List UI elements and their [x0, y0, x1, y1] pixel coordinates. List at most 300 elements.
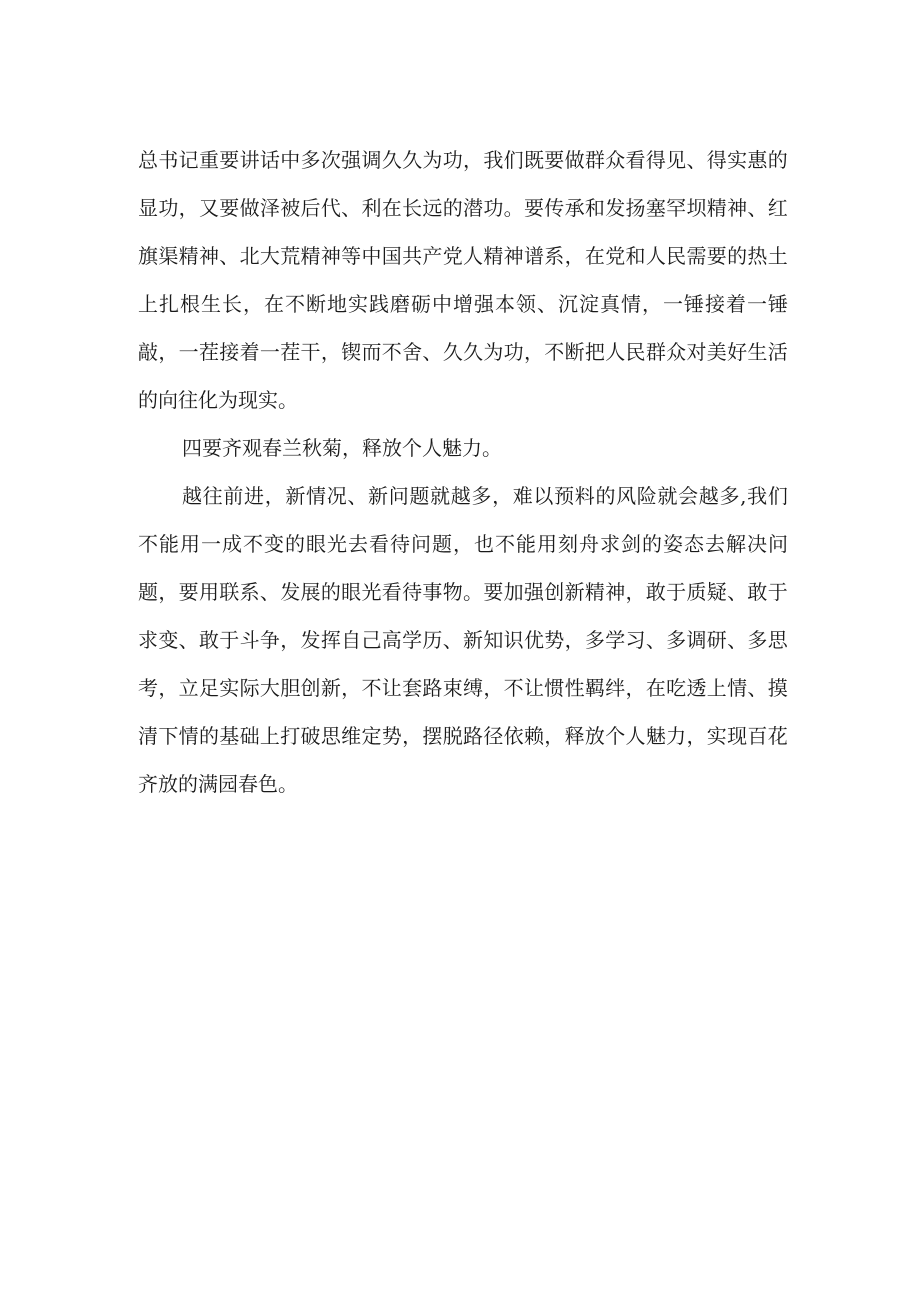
char: 总	[138, 148, 158, 172]
char: 、	[219, 244, 240, 268]
char: 决	[747, 532, 767, 556]
char: 神	[503, 244, 524, 268]
char: 于	[767, 580, 788, 604]
text-line	[138, 520, 788, 568]
char: 新	[463, 628, 483, 652]
text-line	[138, 616, 788, 664]
char: ，	[402, 724, 423, 748]
char: 争	[259, 628, 280, 652]
char: 敢	[198, 628, 219, 652]
char: 书	[158, 148, 179, 172]
char: 去	[705, 532, 725, 556]
char: 神	[320, 244, 341, 268]
char: 泽	[259, 196, 280, 220]
char: ,	[740, 484, 747, 508]
char: 地	[327, 292, 347, 316]
char: 久	[463, 340, 483, 364]
char: 际	[239, 676, 260, 700]
char: 物	[442, 580, 463, 604]
char: 得	[706, 148, 727, 172]
char: 现	[727, 724, 748, 748]
char: 一	[259, 340, 280, 364]
char: 多	[471, 484, 492, 508]
char: 显	[138, 196, 158, 220]
char: 新	[564, 580, 585, 604]
char: 承	[564, 196, 585, 220]
char: 要	[219, 196, 240, 220]
char: ，	[642, 292, 662, 316]
char: ，	[453, 532, 473, 556]
char: 把	[584, 340, 605, 364]
char: 众	[605, 148, 626, 172]
char: 不	[138, 532, 158, 556]
char: 锤	[684, 292, 704, 316]
char: ，	[523, 340, 544, 364]
char: 在	[645, 676, 666, 700]
char: 新	[285, 484, 306, 508]
char: 定	[361, 724, 382, 748]
char: 眼	[306, 532, 326, 556]
char: 挥	[320, 628, 341, 652]
char: 要	[706, 244, 727, 268]
char: 足	[198, 676, 219, 700]
text-line	[138, 280, 788, 328]
char: 等	[341, 244, 362, 268]
char: 学	[402, 628, 423, 652]
char: 求	[138, 628, 158, 652]
char: 能	[159, 532, 179, 556]
char: 对	[686, 340, 707, 364]
char: 党	[442, 244, 463, 268]
char: 不	[361, 676, 382, 700]
char: 料	[574, 484, 595, 508]
char: 越	[450, 484, 471, 508]
char: 光	[327, 532, 347, 556]
char: 又	[198, 196, 219, 220]
char: 淀	[579, 292, 599, 316]
char: 谱	[523, 244, 544, 268]
char: 要	[523, 196, 544, 220]
char: 上	[138, 292, 158, 316]
char: 赖	[523, 724, 544, 748]
char: 做	[239, 196, 260, 220]
char: 实	[706, 724, 727, 748]
char: 荒	[280, 244, 301, 268]
char: 系	[239, 580, 260, 604]
char: 人	[645, 244, 666, 268]
char: 破	[300, 724, 321, 748]
char: 新	[368, 484, 389, 508]
char: 、	[747, 676, 768, 700]
char: 强	[474, 292, 494, 316]
char: 预	[554, 484, 575, 508]
char: 依	[503, 724, 524, 748]
char: 能	[516, 532, 536, 556]
char: 在	[264, 292, 284, 316]
char: 讲	[239, 148, 260, 172]
char: 需	[686, 244, 707, 268]
char: 接	[705, 292, 725, 316]
char: 态	[684, 532, 704, 556]
section-heading: 四要齐观春兰秋菊，释放个人魅力。	[182, 436, 502, 460]
char: 功	[483, 196, 504, 220]
char: 风	[616, 484, 637, 508]
char: 、	[645, 628, 666, 652]
char: 思	[767, 628, 788, 652]
char: 调	[361, 148, 382, 172]
char: 性	[564, 676, 585, 700]
char: 次	[320, 148, 341, 172]
char: 让	[523, 676, 544, 700]
char: 后	[300, 196, 321, 220]
char: 基	[219, 724, 240, 748]
char: 活	[767, 340, 788, 364]
char: 斗	[239, 628, 260, 652]
char: 径	[483, 724, 504, 748]
char: 记	[178, 148, 199, 172]
char: 维	[341, 724, 362, 748]
char: 实	[219, 676, 240, 700]
char: 功	[158, 196, 179, 220]
char: 红	[767, 196, 788, 220]
char: 历	[422, 628, 443, 652]
char: 不	[495, 532, 515, 556]
char: 敢	[645, 580, 666, 604]
char: 问	[411, 532, 431, 556]
char: 我	[747, 484, 768, 508]
char: 势	[544, 628, 565, 652]
char: 姿	[663, 532, 683, 556]
char: 思	[320, 724, 341, 748]
char: 热	[747, 244, 768, 268]
char: 光	[361, 580, 382, 604]
char: 得	[645, 148, 666, 172]
char: ，	[280, 628, 301, 652]
char: 扎	[159, 292, 179, 316]
text-line	[138, 568, 788, 616]
char: 精	[584, 580, 605, 604]
char: 用	[537, 532, 557, 556]
char: 多	[719, 484, 740, 508]
char: 的	[727, 244, 748, 268]
char: 一	[747, 292, 767, 316]
char: 题	[138, 580, 158, 604]
char: 大	[259, 244, 280, 268]
char: 本	[495, 292, 515, 316]
char: 茬	[198, 340, 219, 364]
char: ，	[544, 724, 565, 748]
char: ，	[686, 724, 707, 748]
char: 我	[483, 148, 504, 172]
char: 。	[503, 196, 524, 220]
char: ，	[158, 580, 179, 604]
char: 北	[239, 244, 260, 268]
char: 创	[300, 676, 321, 700]
char: 调	[686, 628, 707, 652]
char: 的	[442, 196, 463, 220]
char: 党	[605, 244, 626, 268]
char: 个	[605, 724, 626, 748]
char: 见	[666, 148, 687, 172]
char: 变	[264, 532, 284, 556]
char: ，	[341, 676, 362, 700]
char: 问	[768, 532, 788, 556]
char: 传	[544, 196, 565, 220]
char: 群	[584, 148, 605, 172]
char: 神	[198, 244, 219, 268]
char: 多	[584, 628, 605, 652]
char: 要	[219, 148, 240, 172]
char: 磨	[390, 292, 410, 316]
char: 羁	[584, 676, 605, 700]
char: 发	[280, 580, 301, 604]
char: 人	[463, 244, 483, 268]
text-line	[138, 136, 788, 184]
char: 神	[605, 580, 626, 604]
char: 事	[422, 580, 443, 604]
char: 精	[300, 244, 321, 268]
char: 联	[219, 580, 240, 604]
char: ，	[178, 196, 199, 220]
char: 民	[666, 244, 687, 268]
char: 摸	[767, 676, 788, 700]
char: 摆	[422, 724, 443, 748]
char: 强	[341, 148, 362, 172]
char: 魅	[645, 724, 666, 748]
char: 生	[747, 340, 768, 364]
char: 锲	[341, 340, 362, 364]
char: 践	[369, 292, 389, 316]
char: 就	[430, 484, 451, 508]
char: ，	[320, 340, 341, 364]
char: 锤	[768, 292, 788, 316]
char: 美	[706, 340, 727, 364]
text-line	[138, 232, 788, 280]
char: 情	[178, 724, 199, 748]
char: 眼	[341, 580, 362, 604]
text-line	[138, 664, 788, 712]
char: 大	[259, 676, 280, 700]
char: 路	[463, 724, 483, 748]
char: 用	[180, 532, 200, 556]
char: 势	[381, 724, 402, 748]
char: ，	[264, 484, 285, 508]
char: 成	[222, 532, 242, 556]
char: 力	[666, 724, 687, 748]
char: 塞	[645, 196, 666, 220]
char: 实	[727, 148, 748, 172]
char: ，	[625, 580, 646, 604]
char: 沉	[558, 292, 578, 316]
char: 和	[625, 244, 646, 268]
char: 代	[320, 196, 341, 220]
char: 敢	[747, 580, 768, 604]
char: 为	[483, 340, 504, 364]
char: 不	[285, 292, 305, 316]
char: 茬	[280, 340, 301, 364]
char: 中	[432, 292, 452, 316]
text-line	[138, 328, 788, 376]
char: 被	[280, 196, 301, 220]
char: 断	[306, 292, 326, 316]
char: 干	[300, 340, 321, 364]
char: 而	[361, 340, 382, 364]
char: 领	[516, 292, 536, 316]
char: 研	[706, 628, 727, 652]
char: 础	[239, 724, 260, 748]
char: 、	[347, 484, 368, 508]
char: 在	[584, 244, 605, 268]
char: 、	[442, 628, 463, 652]
char: 真	[600, 292, 620, 316]
char: 精	[178, 244, 199, 268]
char: 路	[422, 676, 443, 700]
char: 系	[544, 244, 565, 268]
text-line	[138, 472, 788, 520]
char: 多	[300, 148, 321, 172]
char: 情	[306, 484, 327, 508]
char: 接	[219, 340, 240, 364]
text-line: 的向往化为现实。	[138, 388, 298, 412]
char: 久	[442, 340, 463, 364]
char: 己	[361, 628, 382, 652]
char: 刻	[558, 532, 578, 556]
char: 多	[747, 628, 768, 652]
char: 胆	[280, 676, 301, 700]
char: 不	[503, 676, 524, 700]
char: 舟	[579, 532, 599, 556]
char: 惠	[747, 148, 768, 172]
char: 套	[402, 676, 423, 700]
char: 发	[605, 196, 626, 220]
char: 质	[686, 580, 707, 604]
char: 新	[320, 676, 341, 700]
char: 要	[178, 580, 199, 604]
char: 花	[767, 724, 788, 748]
char: 话	[259, 148, 280, 172]
char: 往	[202, 484, 223, 508]
char: 国	[381, 244, 402, 268]
char: 自	[341, 628, 362, 652]
char: 断	[564, 340, 585, 364]
char: 立	[178, 676, 199, 700]
char: 的	[642, 532, 662, 556]
char: 生	[201, 292, 221, 316]
char: 人	[605, 340, 626, 364]
text-line	[138, 712, 788, 760]
char: 的	[320, 580, 341, 604]
char: 不	[544, 340, 565, 364]
char: 惯	[544, 676, 565, 700]
char: 习	[625, 628, 646, 652]
char: 释	[564, 724, 585, 748]
char: 们	[767, 484, 788, 508]
char: 、	[422, 340, 443, 364]
char: 也	[474, 532, 494, 556]
char: 民	[625, 340, 646, 364]
char: 不	[243, 532, 263, 556]
char: 问	[388, 484, 409, 508]
char: 疑	[706, 580, 727, 604]
char: 、	[686, 148, 707, 172]
char: 土	[767, 244, 788, 268]
char: 精	[483, 244, 504, 268]
char: 远	[422, 196, 443, 220]
char: 险	[636, 484, 657, 508]
char: 创	[544, 580, 565, 604]
char: 知	[483, 628, 504, 652]
char: 况	[326, 484, 347, 508]
char: 让	[381, 676, 402, 700]
body-text	[138, 136, 788, 808]
char: 既	[523, 148, 544, 172]
char: 们	[503, 148, 524, 172]
char: 看	[381, 580, 402, 604]
char: 剑	[621, 532, 641, 556]
char: 待	[402, 580, 423, 604]
char: 的	[198, 724, 219, 748]
char: 进	[244, 484, 265, 508]
char: 难	[512, 484, 533, 508]
char: 砺	[411, 292, 431, 316]
char: 就	[657, 484, 678, 508]
char: 着	[239, 340, 260, 364]
char: 求	[600, 532, 620, 556]
char: 情	[727, 676, 748, 700]
char: 情	[621, 292, 641, 316]
char: ，	[463, 148, 483, 172]
char: 共	[402, 244, 423, 268]
char: 解	[726, 532, 746, 556]
char: 缚	[463, 676, 483, 700]
char: 着	[726, 292, 746, 316]
char: 越	[182, 484, 202, 508]
char: 不	[381, 340, 402, 364]
char: 重	[198, 148, 219, 172]
char: 要	[544, 148, 565, 172]
char: 在	[381, 196, 402, 220]
char: 久	[402, 148, 423, 172]
char: 人	[625, 724, 646, 748]
char: 透	[686, 676, 707, 700]
char: 识	[503, 628, 524, 652]
char: 和	[584, 196, 605, 220]
char: 去	[348, 532, 368, 556]
char: 优	[523, 628, 544, 652]
char: 、	[178, 628, 199, 652]
text-line	[138, 184, 788, 232]
char: 敲	[138, 340, 158, 364]
char: 群	[645, 340, 666, 364]
char: 、	[259, 580, 280, 604]
char: 前	[223, 484, 244, 508]
char: 上	[706, 676, 727, 700]
char: ，	[492, 484, 513, 508]
char: 舍	[402, 340, 423, 364]
char: 变	[158, 628, 179, 652]
char: 脱	[442, 724, 463, 748]
char: 题	[409, 484, 430, 508]
char: 中	[280, 148, 301, 172]
char: 放	[584, 724, 605, 748]
char: 罕	[666, 196, 687, 220]
char: 一	[663, 292, 683, 316]
char: ，	[564, 244, 585, 268]
char: ，	[158, 676, 179, 700]
char: 实	[348, 292, 368, 316]
char: 发	[300, 628, 321, 652]
char: 的	[767, 148, 788, 172]
